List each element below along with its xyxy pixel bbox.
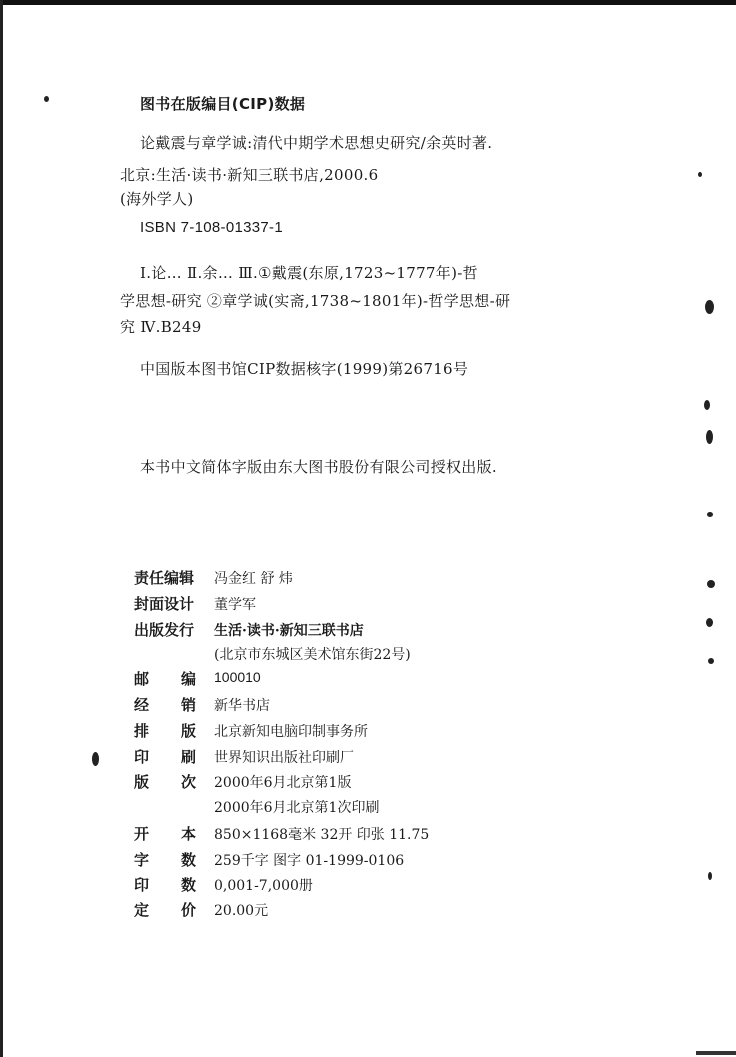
- format-label: [134, 823, 196, 844]
- scan-speck: [707, 512, 713, 517]
- postcode-label-a: 邮: [134, 670, 150, 688]
- cip-classification-line-2: 学思想-研究 ②章学诚(实斋,1738~1801年)-哲学思想-研: [120, 292, 511, 310]
- publisher-value: 生活·读书·新知三联书店: [214, 623, 364, 639]
- word-count-value: 259千字 图字 01-1999-0106: [214, 853, 405, 869]
- edition-value-printing: 2000年6月北京第1次印刷: [214, 800, 380, 816]
- scan-left-edge: [0, 0, 3, 1057]
- scan-speck: [708, 872, 712, 880]
- scan-speck: [705, 300, 714, 314]
- print-run-label: [134, 874, 196, 895]
- price-label-b: 价: [180, 901, 196, 919]
- scan-speck: [44, 96, 49, 102]
- postcode-value: 100010: [214, 669, 261, 685]
- distributor-label-a: 经: [134, 696, 150, 714]
- typesetting-label-b: 版: [180, 722, 196, 740]
- postcode-label: [134, 668, 196, 689]
- word-count-label: [134, 849, 196, 870]
- word-count-label-a: 字: [134, 851, 150, 869]
- publisher-label: 出版发行: [134, 621, 195, 639]
- cip-series-line: (海外学人): [120, 190, 194, 208]
- edition-label-a: 版: [134, 773, 150, 791]
- edition-value-first: 2000年6月北京第1版: [214, 775, 352, 791]
- price-value: 20.00元: [214, 903, 269, 919]
- scan-top-border: [0, 0, 736, 5]
- cip-title-line: 论戴震与章学诚:清代中期学术思想史研究/余英时著.: [140, 134, 493, 152]
- distributor-value: 新华书店: [214, 698, 270, 714]
- cover-design-value: 董学军: [214, 597, 256, 613]
- distributor-label: [134, 694, 196, 715]
- scan-speck: [706, 430, 713, 444]
- printing-value: 世界知识出版社印刷厂: [214, 750, 354, 766]
- scan-bottom-mark: [696, 1051, 736, 1055]
- typesetting-label: [134, 720, 196, 741]
- typesetting-value: 北京新知电脑印制事务所: [214, 724, 368, 740]
- print-run-label-b: 数: [180, 876, 196, 894]
- word-count-label-b: 数: [180, 851, 196, 869]
- print-run-value: 0,001-7,000册: [214, 878, 313, 894]
- edition-label-b: 次: [180, 773, 196, 791]
- scan-speck: [92, 752, 99, 766]
- cip-classification-line-1: Ⅰ.论… Ⅱ.余… Ⅲ.①戴震(东原,1723~1777年)-哲: [140, 264, 478, 282]
- price-label-a: 定: [134, 901, 150, 919]
- scan-speck: [698, 172, 702, 177]
- scan-speck: [707, 580, 715, 588]
- scan-speck: [706, 618, 713, 627]
- typesetting-label-a: 排: [134, 722, 150, 740]
- cover-design-label: 封面设计: [134, 595, 195, 613]
- scan-speck: [704, 400, 710, 410]
- cip-isbn: ISBN 7-108-01337-1: [140, 219, 283, 236]
- cip-publisher-line: 北京:生活·读书·新知三联书店,2000.6: [120, 166, 379, 184]
- publisher-address: (北京市东城区美术馆东街22号): [214, 647, 411, 663]
- edition-label: [134, 771, 196, 792]
- printing-label-b: 刷: [180, 748, 196, 766]
- format-label-b: 本: [180, 825, 196, 843]
- printing-label: [134, 746, 196, 767]
- format-value: 850×1168毫米 32开 印张 11.75: [214, 827, 430, 843]
- editor-value: 冯金红 舒 炜: [214, 571, 293, 587]
- price-label: [134, 899, 196, 920]
- cip-heading: 图书在版编目(CIP)数据: [140, 95, 306, 113]
- authorization-note: 本书中文简体字版由东大图书股份有限公司授权出版.: [140, 458, 497, 476]
- cip-catalog-number: 中国版本图书馆CIP数据核字(1999)第26716号: [140, 360, 469, 378]
- distributor-label-b: 销: [180, 696, 196, 714]
- editor-label: 责任编辑: [134, 569, 195, 587]
- format-label-a: 开: [134, 825, 150, 843]
- cip-classification-line-3: 究 Ⅳ.B249: [120, 318, 202, 336]
- printing-label-a: 印: [134, 748, 150, 766]
- postcode-label-b: 编: [180, 670, 196, 688]
- scan-speck: [708, 658, 714, 664]
- print-run-label-a: 印: [134, 876, 150, 894]
